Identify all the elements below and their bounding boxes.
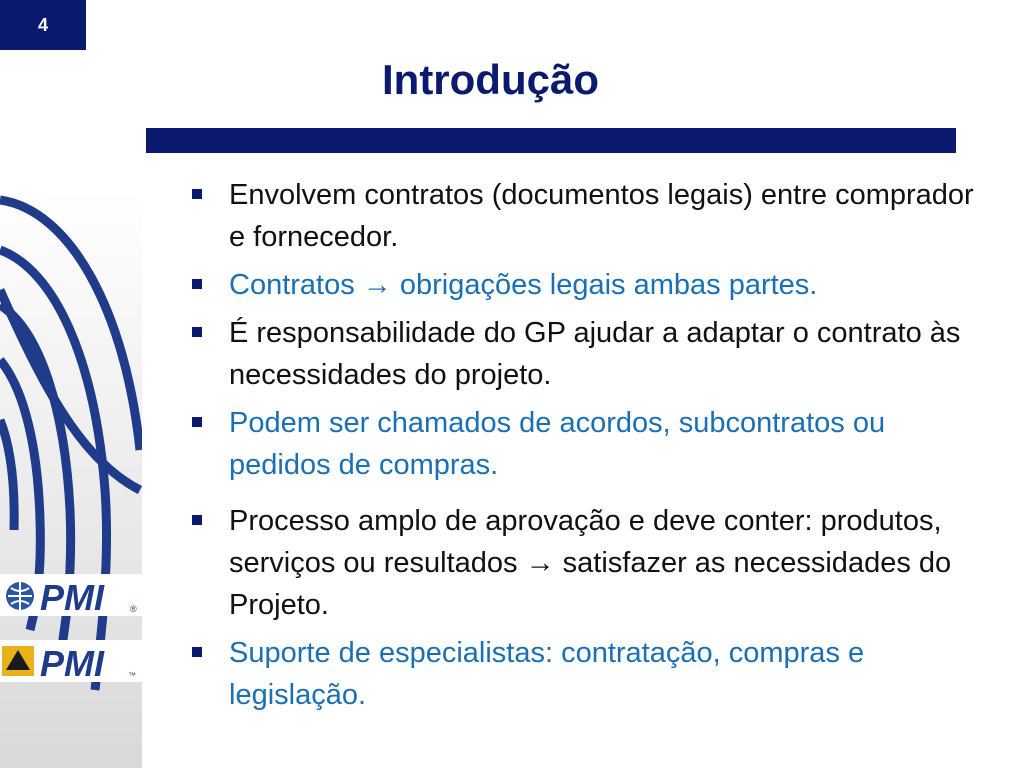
bullet-item [188,264,978,306]
bullet-text: Processo amplo de aprovação e deve conter: produtos, serviços ou resultados → satisfazer as necessidades do Projeto. [229,505,952,621]
bullet-text: Podem ser chamados de acordos, subcontratos ou pedidos de compras. [229,407,886,481]
svg-text:PMI: PMI [40,577,105,616]
bullet-item [188,632,978,716]
svg-text:®: ® [130,604,137,614]
bullet-text: Envolvem contratos (documentos legais) entre comprador e fornecedor. [229,179,974,253]
bullet-square-icon [192,417,202,427]
svg-text:PMI: PMI [40,643,105,682]
bullet-text: Contratos → obrigações legais ambas partes. [229,269,818,301]
bullet-square-icon [192,189,202,199]
title-underline-bar [146,128,956,153]
bullet-square-icon [192,327,202,337]
bullet-item [188,500,978,626]
pmi-chapter-logo [0,640,142,682]
bullet-item [188,174,978,258]
pmi-logo [0,574,142,616]
bullet-text: Suporte de especialistas: contratação, compras e legislação. [229,637,865,711]
svg-text:™: ™ [128,671,136,680]
bullet-item [188,312,978,396]
slide-title: Introdução [382,56,599,103]
bullet-text: É responsabilidade do GP ajudar a adaptar o contrato às necessidades do projeto. [229,317,961,391]
bullet-square-icon [192,515,202,525]
bullet-list [188,174,978,722]
slide-number: 4 [0,0,86,50]
bullet-square-icon [192,647,202,657]
bullet-item [188,402,978,486]
bullet-square-icon [192,279,202,289]
